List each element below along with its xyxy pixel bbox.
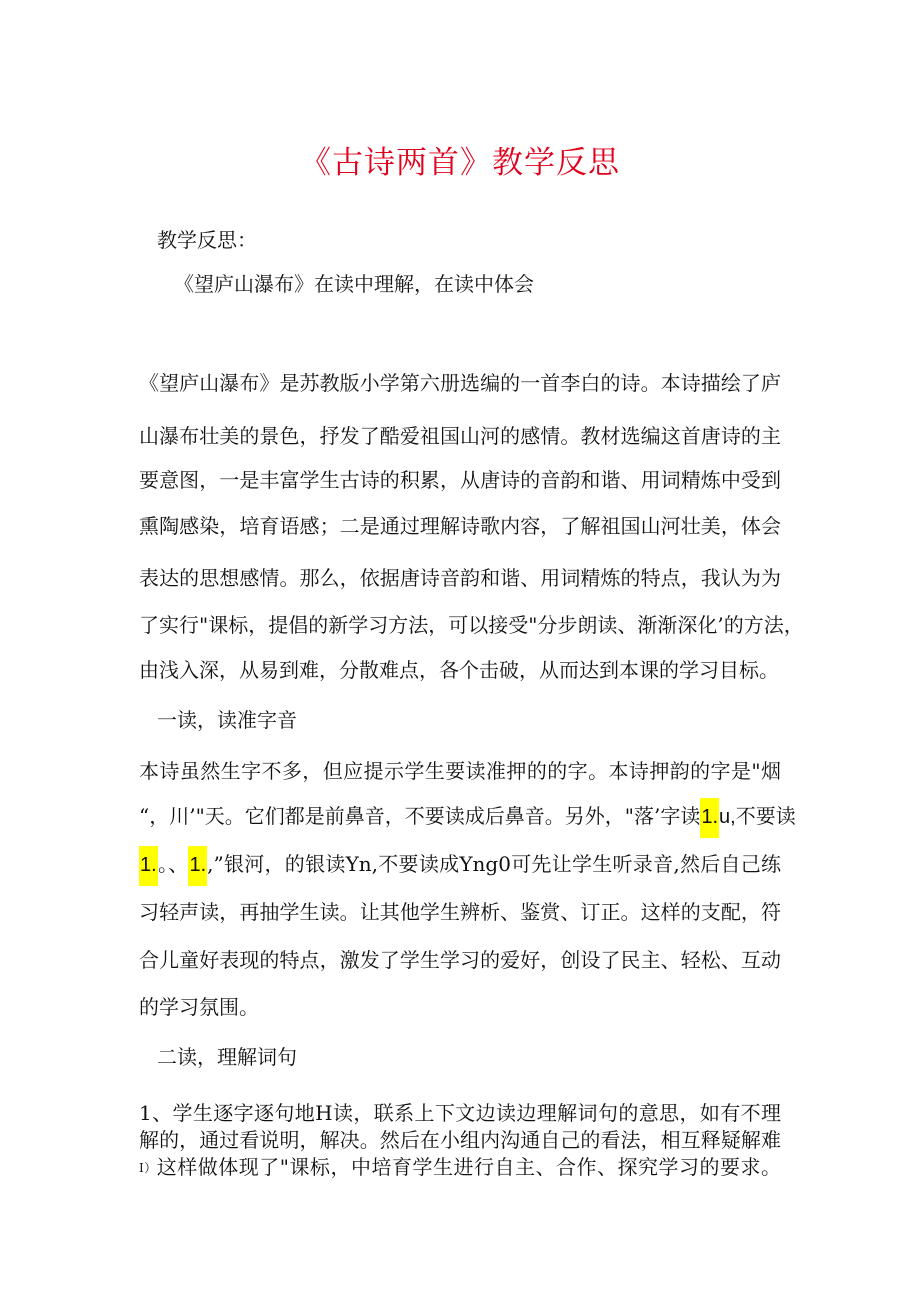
highlight-mark: 1. — [139, 846, 158, 886]
step1-heading: 一读，读准字音 — [157, 708, 297, 732]
list-marker: I） — [139, 1161, 157, 1175]
subheading: 《望庐山瀑布》在读中理解，在读中体会 — [174, 272, 534, 296]
paragraph-line: 1、学生逐字逐句地H读，联系上下文边读边理解词句的意思，如有不理 — [139, 1101, 781, 1125]
text-run: 这样做体现了"课标，中培育学生进行自主、合作、探究学习的要求。 — [156, 1155, 781, 1179]
paragraph-line: 熏陶感染，培育语感；二是通过理解诗歌内容，了解祖国山河壮美，体会 — [139, 514, 781, 538]
paragraph-line: 表达的思想感情。那么，依据唐诗音韵和谐、用词精炼的特点，我认为为 — [139, 566, 781, 590]
text-run: ,”银河，的银读Yn,不要读成Yng0可先让学生听录音,然后自己练 — [207, 852, 781, 876]
text-run: 。、 — [157, 852, 189, 876]
paragraph-line: 习轻声读，再抽学生读。让其他学生辨析、鉴赏、订正。这样的支配，符 — [139, 900, 781, 924]
page-title: 《古诗两首》教学反思 — [300, 145, 620, 181]
highlight-mark: 1. — [188, 846, 207, 886]
paragraph-line: 合儿童好表现的特点，激发了学生学习的爱好，创设了民主、轻松、互动 — [139, 948, 781, 972]
paragraph-line — [139, 801, 796, 832]
paragraph-line — [139, 849, 781, 880]
paragraph-line: 本诗虽然生字不多，但应提示学生要读准押的的字。本诗押韵的字是"烟 — [139, 759, 781, 783]
paragraph-line: 山瀑布壮美的景色，抒发了酷爱祖国山河的感情。教材选编这首唐诗的主 — [139, 424, 781, 448]
paragraph-line: 了实行"课标，提倡的新学习方法，可以接受"分步朗读、渐渐深化’的方法， — [139, 613, 804, 637]
text-run: “，川’"天。它们都是前鼻音，不要读成后鼻音。另外，"落’字读 — [139, 804, 701, 828]
paragraph-line — [139, 1152, 781, 1183]
paragraph-line: 要意图，一是丰富学生古诗的积累，从唐诗的音韵和谐、用词精炼中受到 — [139, 468, 781, 492]
highlight-mark: 1. — [700, 798, 719, 838]
paragraph-line: 的学习氛围。 — [139, 995, 259, 1019]
paragraph-line: 由浅入深，从易到难，分散难点，各个击破，从而达到本课的学习目标。 — [139, 658, 779, 682]
step2-heading: 二读，理解词句 — [157, 1045, 297, 1069]
paragraph-line: 解的，通过看说明，解决。然后在小组内沟通自己的看法，相互释疑解难 — [139, 1128, 781, 1152]
paragraph-line: 《望庐山瀑布》是苏教版小学第六册选编的一首李白的诗。本诗描绘了庐 — [139, 371, 781, 395]
section-label: 教学反思： — [157, 228, 257, 252]
text-run: u,不要读 — [719, 806, 796, 828]
